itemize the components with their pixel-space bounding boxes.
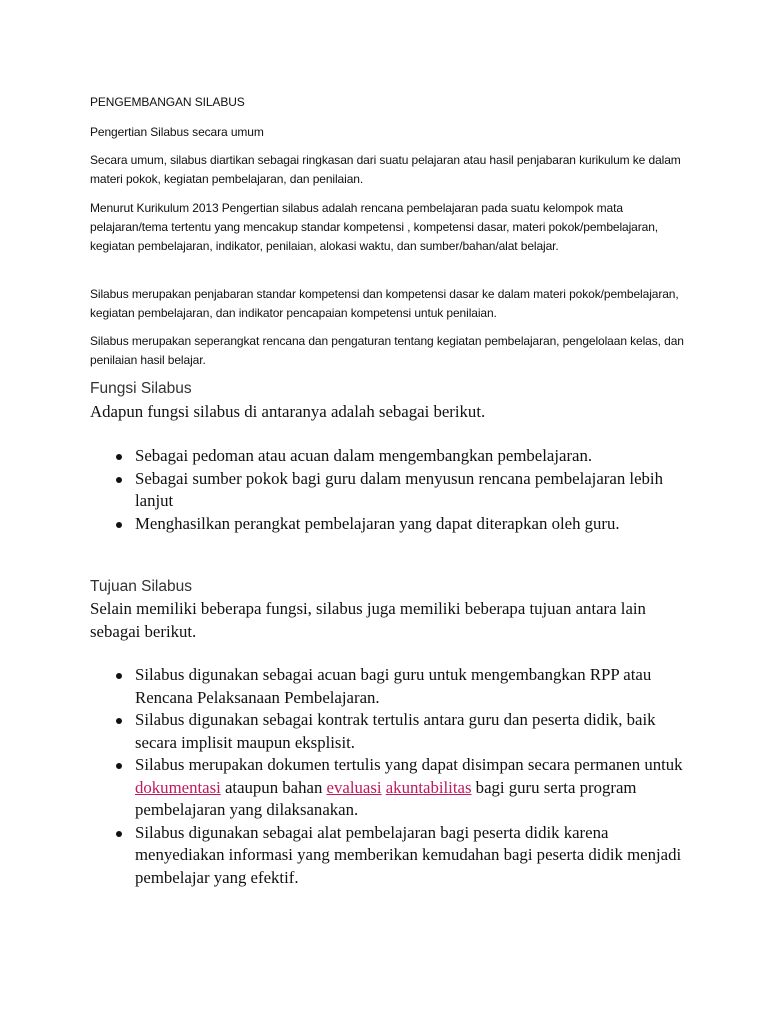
list-item	[90, 468, 690, 513]
paragraph-1: Secara umum, silabus diartikan sebagai ringkasan dari suatu pelajaran atau hasil penjabaran kurikulum ke dalam materi pokok, kegiatan pembelajaran, dan penilaian.	[90, 153, 681, 186]
list-item	[90, 664, 690, 709]
tujuan-intro: Selain memiliki beberapa fungsi, silabus juga memiliki beberapa tujuan antara lain sebagai berikut.	[90, 599, 646, 641]
paragraph-3: Silabus merupakan penjabaran standar kompetensi dan kompetensi dasar ke dalam materi pokok/pembelajaran, kegiatan pembelajaran, dan indikator pencapaian kompetensi untuk penilaian.	[90, 287, 679, 320]
list-item-text: Sebagai sumber pokok bagi guru dalam menyusun rencana pembelajaran lebih lanjut	[135, 468, 663, 510]
bullet-icon	[116, 718, 122, 724]
list-item-text: Sebagai pedoman atau acuan dalam mengembangkan pembelajaran.	[135, 446, 593, 465]
paragraph-4: Silabus merupakan seperangkat rencana dan pengaturan tentang kegiatan pembelajaran, pengelolaan kelas, dan penilaian hasil belajar.	[90, 334, 684, 367]
list-item	[90, 822, 690, 890]
list-item-text: Silabus digunakan sebagai kontrak tertulis antara guru dan peserta didik, baik secara implisit maupun eksplisit.	[135, 710, 656, 752]
document-title: PENGEMBANGAN SILABUS	[90, 95, 245, 109]
bullet-icon	[116, 477, 122, 483]
fungsi-list	[90, 445, 690, 535]
fungsi-intro: Adapun fungsi silabus di antaranya adalah sebagai berikut.	[90, 402, 486, 421]
bullet-icon	[116, 763, 122, 769]
fungsi-heading: Fungsi Silabus	[90, 380, 192, 397]
list-item	[90, 445, 690, 468]
link-akuntabilitas[interactable]: akuntabilitas	[385, 777, 472, 797]
link-dokumentasi[interactable]: dokumentasi	[135, 777, 221, 797]
paragraph-2: Menurut Kurikulum 2013 Pengertian silabus adalah rencana pembelajaran pada suatu kelompok mata pelajaran/tema tertentu yang mencakup standar kompetensi , kompetensi dasar, materi pokok/pembelajaran, kegiatan pembelajaran, indikator, penilaian, alokasi waktu, dan sumber/bahan/alat belajar.	[90, 201, 659, 253]
bullet-icon	[116, 522, 122, 528]
list-item	[90, 754, 690, 822]
tujuan-heading: Tujuan Silabus	[90, 578, 192, 595]
list-item	[90, 709, 690, 754]
list-item	[90, 513, 690, 536]
link-evaluasi[interactable]: evaluasi	[326, 777, 382, 797]
bullet-icon	[116, 454, 122, 460]
list-item-text: Silabus digunakan sebagai acuan bagi guru untuk mengembangkan RPP atau Rencana Pelaksanaan Pembelajaran.	[135, 665, 652, 707]
list-item-text: Silabus digunakan sebagai alat pembelajaran bagi peserta didik karena menyediakan informasi yang memberikan kemudahan bagi peserta didik menjadi pembelajar yang efektif.	[135, 822, 682, 887]
section-subtitle: Pengertian Silabus secara umum	[90, 125, 264, 139]
list-item-text: Menghasilkan perangkat pembelajaran yang dapat diterapkan oleh guru.	[135, 513, 620, 533]
bullet-icon	[116, 831, 122, 837]
bullet-icon	[116, 673, 122, 679]
list-item-text: Silabus merupakan dokumen tertulis yang dapat disimpan secara permanen untuk dokumentasi ataupun bahan evaluasi akuntabilitas bagi guru serta program pembelajaran yang dilaksanakan.	[135, 755, 683, 819]
tujuan-list	[90, 664, 690, 889]
